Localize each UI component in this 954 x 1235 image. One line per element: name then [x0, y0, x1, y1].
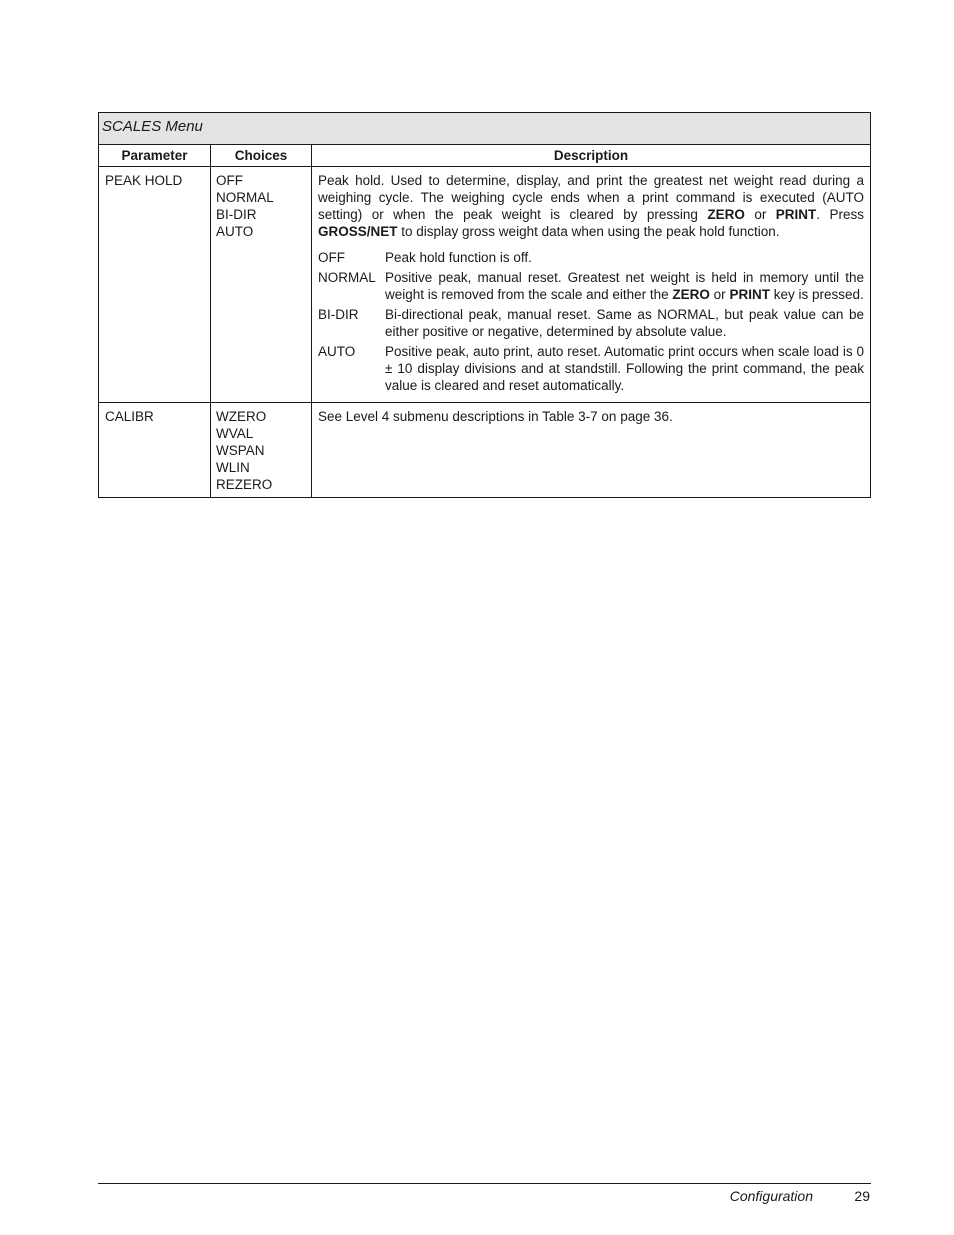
parameter-cell: PEAK HOLD: [99, 167, 211, 403]
table-header-row: [99, 145, 871, 167]
description-cell: [312, 167, 871, 403]
choice-item: REZERO: [216, 477, 273, 492]
parameter-cell: CALIBR: [99, 403, 211, 498]
description-text: to display gross weight data when using the peak hold function.: [397, 224, 780, 239]
header-choices: Choices: [211, 145, 312, 167]
option-row: [318, 249, 864, 266]
choice-item: NORMAL: [216, 190, 274, 205]
header-description: Description: [312, 145, 871, 167]
description-text: Peak hold. Used to determine, display, and print the greatest net weight read during a weighing cycle. The weighing cycle ends when a print command is executed (AUTO setting) or when the peak weight is cleared by pressing: [318, 173, 864, 222]
description-paragraph: [318, 172, 864, 240]
header-parameter: Parameter: [99, 145, 211, 167]
option-name: NORMAL: [318, 270, 376, 285]
choice-item: BI-DIR: [216, 207, 257, 222]
choice-item: WLIN: [216, 460, 250, 475]
key-name: PRINT: [775, 207, 817, 222]
choices-cell: [211, 167, 312, 403]
table-caption: SCALES Menu: [99, 113, 871, 145]
key-name: PRINT: [729, 287, 770, 302]
description-text: or: [744, 207, 776, 222]
option-row: [318, 306, 864, 340]
key-name: ZERO: [672, 287, 710, 302]
option-name: AUTO: [318, 344, 356, 359]
scales-menu-table: [98, 112, 871, 498]
option-text: Peak hold function is off.: [385, 250, 532, 265]
choice-item: WVAL: [216, 426, 254, 441]
footer-section-title: Configuration: [729, 1188, 813, 1204]
option-text-part: Positive peak, manual reset. Greatest net weight is held in memory until the weight is removed from the scale and either the: [385, 270, 864, 302]
footer-divider: [98, 1183, 871, 1184]
key-name: GROSS/NET: [318, 224, 398, 239]
table-row-calibr: [99, 403, 871, 498]
option-row: [318, 343, 864, 394]
option-name: OFF: [318, 250, 345, 265]
option-text: Positive peak, auto print, auto reset. Automatic print occurs when scale load is 0 ± 10 display divisions and at standstill. Following the print command, the peak value is cleared and reset automatically.: [385, 344, 864, 393]
description-text: . Press: [816, 207, 865, 222]
choice-item: WSPAN: [216, 443, 265, 458]
option-text-part: key is pressed.: [769, 287, 864, 302]
choice-item: AUTO: [216, 224, 254, 239]
option-text-part: or: [709, 287, 730, 302]
page-number: 29: [854, 1188, 870, 1204]
option-name: BI-DIR: [318, 307, 359, 322]
table-row-peak-hold: [99, 167, 871, 403]
option-text: Bi-directional peak, manual reset. Same as NORMAL, but peak value can be either positive or negative, determined by absolute value.: [385, 307, 864, 339]
option-row: [318, 269, 864, 303]
choice-item: OFF: [216, 173, 243, 188]
key-name: ZERO: [707, 207, 745, 222]
description-cell: See Level 4 submenu descriptions in Table 3-7 on page 36.: [312, 403, 871, 498]
choices-cell: [211, 403, 312, 498]
option-text: [385, 269, 864, 303]
choice-item: WZERO: [216, 409, 267, 424]
